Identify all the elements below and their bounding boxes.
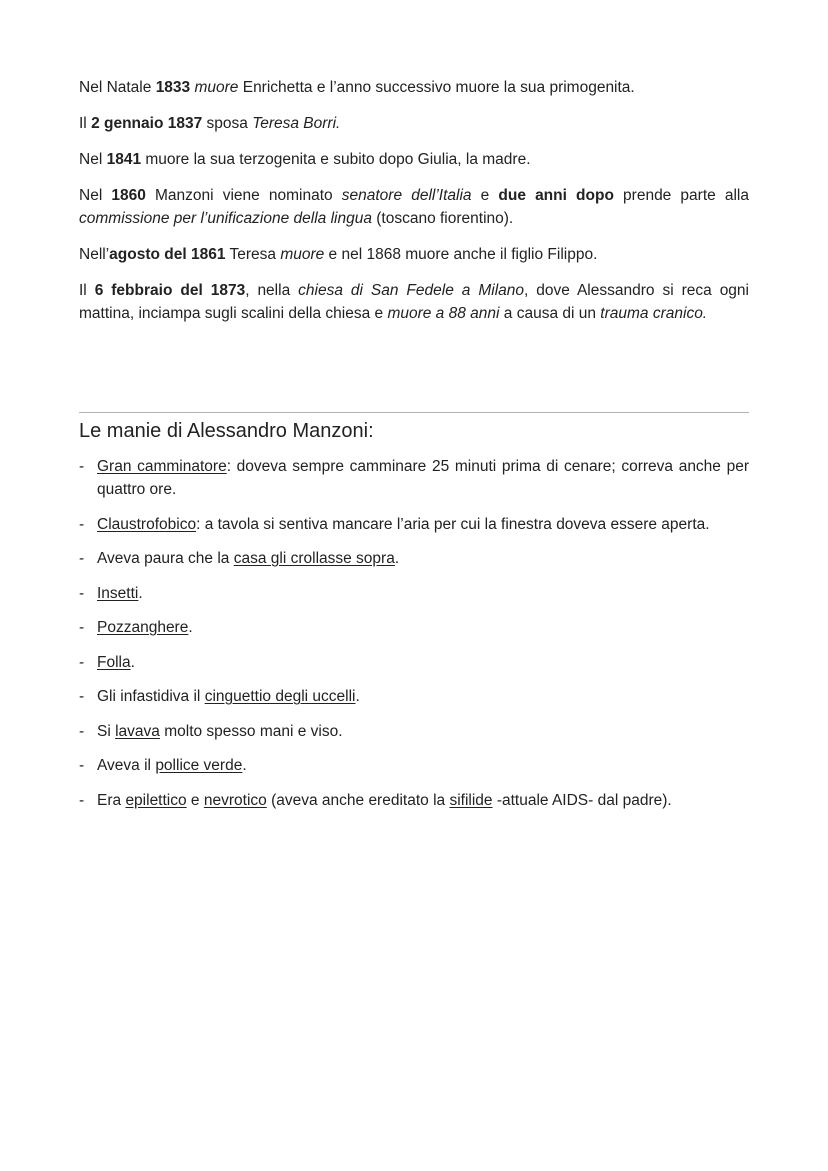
paragraph-1833 xyxy=(79,76,749,99)
underlined-term: Pozzanghere xyxy=(97,619,189,636)
list-item xyxy=(79,720,749,743)
text: Nel xyxy=(79,187,112,204)
emphasis: Teresa Borri. xyxy=(252,115,341,132)
paragraph-1861 xyxy=(79,243,749,266)
emphasis: muore xyxy=(280,246,325,263)
text: a causa di un xyxy=(499,305,601,322)
list-item xyxy=(79,651,749,674)
year: 1833 xyxy=(155,79,191,96)
text: (toscano fiorentino). xyxy=(371,210,514,227)
emphasis: muore xyxy=(194,79,239,96)
text: . xyxy=(138,584,143,602)
section-divider xyxy=(79,412,749,413)
emphasis: chiesa di San Fedele a Milano xyxy=(298,282,524,299)
list-item xyxy=(79,685,749,708)
underlined-term: casa gli crollasse sopra xyxy=(233,550,395,567)
emphasis: trauma cranico. xyxy=(600,305,708,322)
list-item xyxy=(79,754,749,777)
date: 6 febbraio del 1873 xyxy=(94,282,246,299)
text: (aveva anche ereditato la xyxy=(266,791,450,809)
emphasis: muore a 88 anni xyxy=(387,305,500,322)
text: Il xyxy=(79,282,95,299)
paragraph-1841 xyxy=(79,148,749,171)
text: : doveva sempre camminare 25 minuti prima di cenare; correva anche per quattro ore. xyxy=(97,458,749,498)
text: , dove Alessandro si reca ogni mattina, inciampa sugli scalini della chiesa e xyxy=(79,282,749,322)
dash-bullet: - xyxy=(79,653,85,671)
text: . xyxy=(130,653,135,671)
date: 2 gennaio 1837 xyxy=(91,115,203,132)
dash-bullet: - xyxy=(79,584,85,602)
underlined-term: pollice verde xyxy=(155,757,243,774)
text: prende parte alla xyxy=(613,187,749,204)
text: Teresa xyxy=(225,246,281,263)
dash-bullet: - xyxy=(79,688,85,705)
underlined-term: Gran camminatore xyxy=(97,458,227,475)
text: Gli infastidiva il xyxy=(97,688,205,705)
text: Enrichetta e l’anno successivo muore la sua primogenita. xyxy=(238,79,635,96)
text: Nell’ xyxy=(79,246,110,263)
dash-bullet: - xyxy=(79,619,85,636)
text: -attuale AIDS- dal padre). xyxy=(492,791,672,809)
text: , nella xyxy=(245,282,299,299)
dash-bullet: - xyxy=(79,722,85,740)
paragraph-1837 xyxy=(79,112,749,135)
manias-list xyxy=(79,455,749,823)
text: Era xyxy=(97,791,126,809)
bold-phrase: due anni dopo xyxy=(498,187,614,204)
text: . xyxy=(394,550,400,567)
underlined-term: Folla xyxy=(97,653,131,671)
underlined-term: epilettico xyxy=(125,791,187,809)
text: muore la sua terzogenita e subito dopo Giulia, la madre. xyxy=(141,151,531,168)
text: Aveva il xyxy=(97,757,156,774)
text: . xyxy=(188,619,193,636)
underlined-term: sifilide xyxy=(449,791,493,809)
dash-bullet: - xyxy=(79,550,85,567)
year: 1841 xyxy=(106,151,142,168)
list-item xyxy=(79,789,749,812)
text: Il xyxy=(79,115,92,132)
text: Aveva paura che la xyxy=(97,550,234,567)
text: e nel 1868 muore anche il figlio Filippo. xyxy=(324,246,598,263)
dash-bullet: - xyxy=(79,791,85,809)
text: e xyxy=(186,791,204,809)
underlined-term: Insetti xyxy=(97,584,139,602)
text: e xyxy=(471,187,499,204)
text: : a tavola si sentiva mancare l’aria per cui la finestra doveva essere aperta. xyxy=(196,515,710,533)
text: . xyxy=(242,757,247,774)
text: sposa xyxy=(202,115,253,132)
underlined-term: lavava xyxy=(115,722,160,740)
dash-bullet: - xyxy=(79,515,85,533)
year: 1860 xyxy=(111,187,146,204)
date: agosto del 1861 xyxy=(109,246,226,263)
paragraph-1860 xyxy=(79,184,749,230)
list-item xyxy=(79,547,749,570)
biography-paragraphs xyxy=(79,76,749,338)
list-item xyxy=(79,582,749,605)
underlined-term: cinguettio degli uccelli xyxy=(204,688,356,705)
underlined-term: Claustrofobico xyxy=(97,515,197,533)
text: . xyxy=(355,688,360,705)
text: Nel xyxy=(79,151,107,168)
list-item xyxy=(79,616,749,639)
emphasis: senatore dell’Italia xyxy=(341,187,472,204)
section-heading: Le manie di Alessandro Manzoni: xyxy=(79,420,374,442)
dash-bullet: - xyxy=(79,757,85,774)
paragraph-1873 xyxy=(79,279,749,325)
text: Si xyxy=(97,722,116,740)
dash-bullet: - xyxy=(79,458,85,475)
text: Nel Natale xyxy=(79,79,156,96)
emphasis: commissione per l’unificazione della lingua xyxy=(79,210,372,227)
list-item xyxy=(79,455,749,501)
text: Manzoni viene nominato xyxy=(145,187,342,204)
underlined-term: nevrotico xyxy=(203,791,267,809)
text: molto spesso mani e viso. xyxy=(159,722,343,740)
list-item xyxy=(79,513,749,536)
